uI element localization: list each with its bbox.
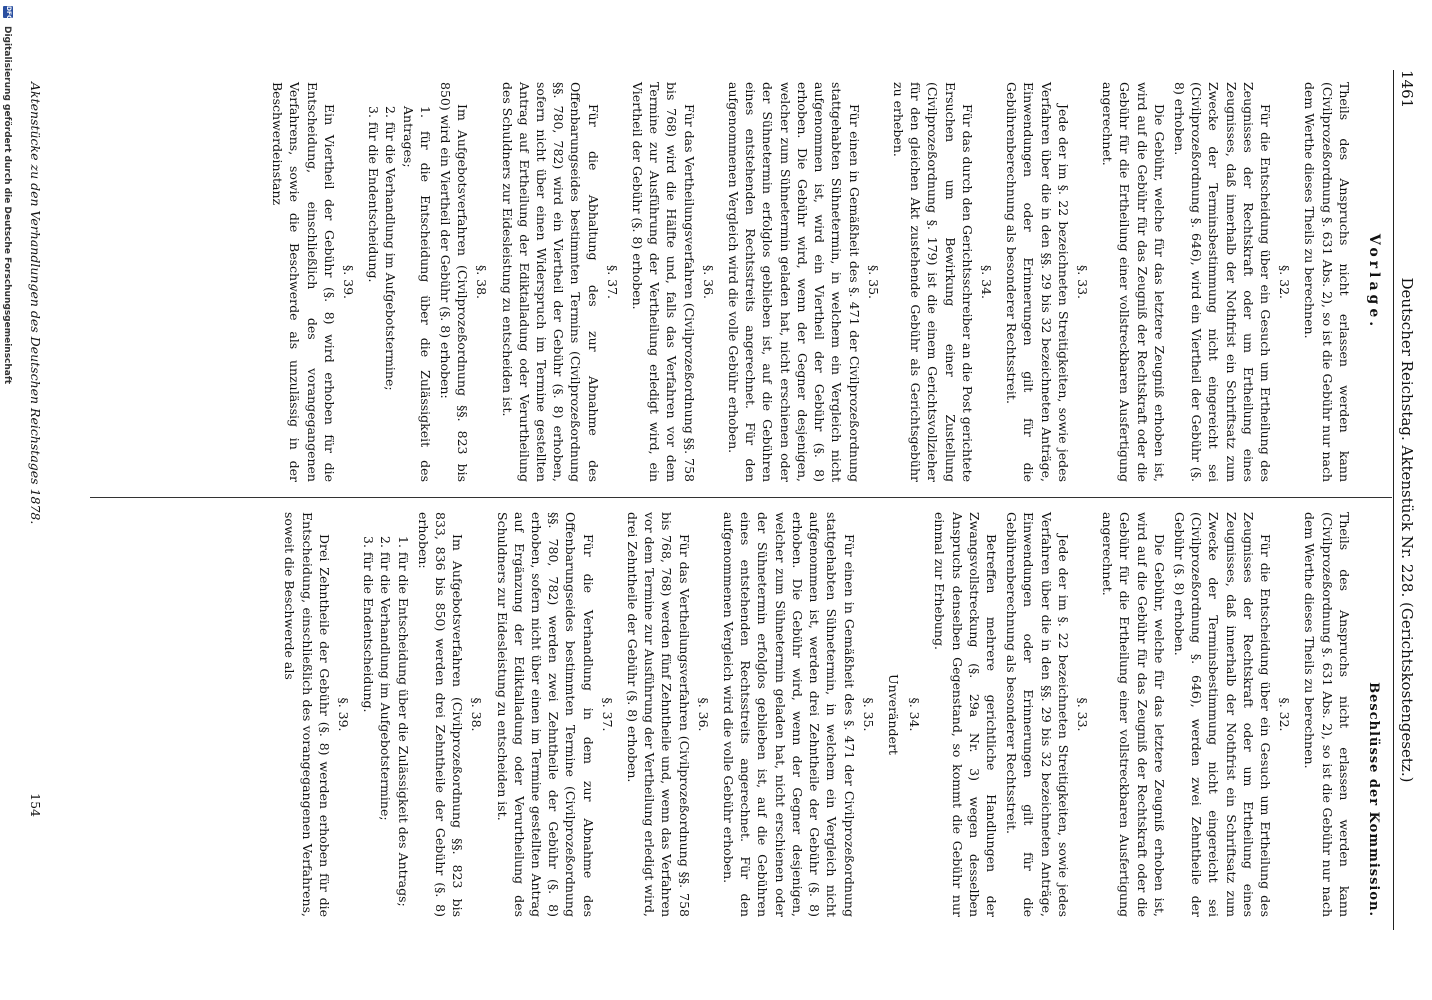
section-number: §. 35. [860,697,876,732]
column-divider [90,497,1392,498]
section-block [1099,512,1293,917]
left-column-heading: Vorlage. [1366,233,1382,331]
section-number: §. 33. [1074,264,1090,300]
section-block [1003,82,1091,482]
page-footer [28,82,43,917]
list-item: 2. für die Verhandlung im Aufgebotstermine; [378,536,394,821]
section-block [885,512,923,917]
section-number: §. 35. [865,264,881,300]
section-paragraph: Für das durch den Gerichtsschreiber an die Post gerichtete Ersuchen um Bewirkung einer Zustellung (Civilprozeßordnung §. 179) ist die einem Gerichtsvollzieher für den gleichen Akt zustehende Gebühr als Gerichtsgebühr zu erheben. [890,82,975,482]
section-block [629,82,717,482]
list-item: 3. für die Endentscheidung. [366,106,382,283]
section-number: §. 39. [341,264,357,300]
section-block [720,512,877,917]
section-paragraph: Die Gebühr, welche für das letztere Zeugniß erhoben ist, wird auf die Gebühr für das Zeugniß der Rechtskraft oder die Gebühr für die Ertheilung einer vollstreckbaren Ausfertigung angerechnet. [1100,82,1167,482]
section-number: §. 38. [469,697,485,732]
footer-page-number: 154 [28,793,43,817]
digitization-stamp-text: Digitalisierung gefördert durch die Deutsche Forschungsgemeinschaft [2,26,12,385]
header-rule [1393,70,1394,930]
footer-source: Aktenstücke zu den Verhandlungen des Deutschen Reichstages 1878. [28,82,43,525]
section-paragraph: Jede der im §. 22 bezeichneten Streitigkeiten, sowie jedes Verfahren über die in den §§. 29 bis 32 bezeichneten Anträge, Einwendungen oder Erinnerungen gilt für die Gebührenberechnung als besonderer Rechtsstreit. [1004,512,1071,917]
section-block [890,82,995,482]
digitization-stamp [0,6,22,994]
section-paragraph: Für die Entscheidung über ein Gesuch um Ertheilung des Zeugnisses der Rechtskraft oder um Ertheilung eines Zeugnisses, daß innerhalb der Nothfrist ein Schriftsatz zum Zwecke der Terminsbestimmung nicht eingereicht sei (Civilprozeßordnung §. 646), werden zwei Zehntheile der Gebühr (§. 8) erhoben. [1171,512,1273,917]
unchanged-note: Unverändert [885,674,901,755]
section-block [493,512,615,917]
section-paragraph: Ein Viertheil der Gebühr (§. 8) wird erhoben für die Entscheidung, einschließlich des vorangegangenen Verfahrens, sowie die Beschwerde als unzulässig in der Beschwerdeinstanz [270,82,337,482]
enumerated-list [360,536,412,917]
section-number: §. 37. [604,264,620,300]
section-number: §. 33. [1074,697,1090,732]
section-number: §. 39. [336,697,352,732]
section-number: §. 32. [1277,264,1293,300]
section-block [269,82,357,482]
section-number: §. 37. [599,697,615,732]
left-continuation-text: Theils des Anspruchs nicht erlassen werden kann (Civilprozeßordnung §. 631 Abs. 2), so ist die Gebühr nur nach dem Werthe dieses Theils zu berechnen. [1302,82,1352,482]
section-paragraph: Für die Verhandlung in dem zur Abnahme des Offenbarungseides bestimmten Termine (Civilprozeßordnung §§. 780, 782) werden zwei Zehntheile der Gebühr (§. 8) erhoben, sofern nicht über einen im Termine gestellten Antrag auf Ergänzung der Ediktalladung oder Verurtheilung des Schuldners zur Eidesleistung zu entscheiden ist. [494,512,596,917]
section-number: §. 36. [695,697,711,732]
list-item: 1. für die Entscheidung über die Zulässigkeit des Antrags; [395,536,411,907]
section-block [725,82,882,482]
section-block [624,512,712,917]
section-number: §. 34. [907,697,923,732]
section-number: §. 38. [474,264,490,300]
section-number: §. 36. [700,264,716,300]
section-paragraph: Drei Zehntheile der Gebühr (§. 8) werden erhoben für die Entscheidung, einschließlich des vorangegangenen Verfahrens, soweit die Beschwerde als [282,512,332,917]
section-paragraph: Die Gebühr, welche für das letztere Zeugniß erhoben ist, wird auf die Gebühr für das Zeugniß der Rechtskraft oder die Gebühr für die Ertheilung einer vollstreckbaren Ausfertigung angerechnet. [1100,512,1167,917]
section-block [1099,82,1293,482]
section-block [281,512,352,917]
section-block [498,82,620,482]
section-paragraph: Für das Vertheilungsverfahren (Civilprozeßordnung §§. 758 bis 768) wird die Hälfte und, falls das Verfahren vor dem Termine zur Ausführung der Vertheilung erledigt wird, ein Viertheil der Gebühr (§. 8) erhoben. [630,82,697,482]
section-paragraph: Betreffen mehrere gerichtliche Handlungen der Zwangsvollstreckung (§. 29a Nr. 3) wegen desselben Anspruchs denselben Gegenstand, so kommt die Gebühr nur einmal zur Erhebung. [932,512,999,917]
list-item: 1. für die Entscheidung über die Zulässigkeit des Antrages; [400,106,433,482]
right-column-kommission [70,512,1392,917]
header-page-number: 1461 [1398,70,1416,109]
section-paragraph: Für die Entscheidung über ein Gesuch um Ertheilung des Zeugnisses der Rechtskraft oder um Ertheilung eines Zeugnisses, daß innerhalb der Nothfrist ein Schriftsatz zum Zwecke der Terminsbestimmung nicht eingereicht sei (Civilprozeßordnung §. 646), wird ein Viertheil der Gebühr (§. 8) erhoben. [1171,82,1273,482]
right-column-heading: Beschlüsse der Kommission. [1366,682,1381,917]
section-paragraph: Im Aufgebotsverfahren (Civilprozeßordnung §§. 823 bis 833, 836 bis 850) werden drei Zehntheile der Gebühr (§. 8) erhoben: [415,512,466,917]
section-paragraph: Im Aufgebotsverfahren (Civilprozeßordnung §§. 823 bis 850) wird ein Viertheil der Gebühr (§. 8) erhoben: [438,82,471,482]
right-continuation-text: Theils des Anspruchs nicht erlassen werden kann (Civilprozeßordnung §. 631 Abs. 2), so ist die Gebühr nur nach dem Werthe dieses Theils zu berechnen. [1302,512,1352,917]
section-paragraph: Für einen in Gemäßheit des §. 471 der Civilprozeßordnung stattgehabten Sühnetermin, in welchem ein Vergleich nicht aufgenommen ist, wird ein Viertheil der Gebühr (§. 8) erhoben. Die Gebühr wird, wenn der Gegner desjenigen, welcher zum Sühnetermin geladen hat, nicht erschienen oder der Sühnetermin erfolglos geblieben ist, auf die Gebühren eines entstehenden Rechtsstreits angerechnet. Für den aufgenommenen Vergleich wird die volle Gebühr erhoben. [726,82,862,482]
section-number: §. 34. [978,264,994,300]
section-block [365,82,490,482]
left-sections [269,82,1293,482]
section-paragraph: Jede der im §. 22 bezeichneten Streitigkeiten, sowie jedes Verfahren über die in den §§. 29 bis 32 bezeichneten Anträge, Einwendungen oder Erinnerungen gilt für die Gebührenberechnung als besonderer Rechtsstreit. [1004,82,1071,482]
section-block [931,512,1091,917]
left-column-vorlage [70,82,1392,482]
section-block [360,512,485,917]
enumerated-list [365,106,434,482]
header-title: Deutscher Reichstag. Aktenstück Nr. 228. (Gerichtskostengesetz.) [1398,277,1416,783]
dfg-logo-icon: DFG [5,6,12,21]
section-paragraph: Für einen in Gemäßheit des §. 471 der Civilprozeßordnung stattgehabten Sühnetermin, in welchem ein Vergleich nicht aufgenommen ist, werden drei Zehntheile der Gebühr (§. 8) erhoben. Die Gebühr wird, wenn der Gegner desjenigen, welcher zum Sühnetermin geladen hat, nicht erschienen oder der Sühnetermin erfolglos geblieben ist, auf die Gebühren eines entstehenden Rechtsstreits angerechnet. Für den aufgenommenen Vergleich wird die volle Gebühr erhoben. [721,512,857,917]
list-item: 2. für die Verhandlung im Aufgebotstermine; [383,106,399,391]
list-item: 3. für die Endentscheidung. [361,536,377,713]
section-number: §. 32. [1277,697,1293,732]
section-paragraph: Für das Vertheilungsverfahren (Civilprozeßordnung §§. 758 bis 768, 768) werden fünf Zehntheile und, wenn das Verfahren vor dem Termine zur Ausführung der Vertheilung erledigt wird, drei Zehntheile der Gebühr (§. 8) erhoben. [625,512,692,917]
right-sections [281,512,1293,917]
section-paragraph: Für die Abhaltung des zur Abnahme des Offenbarungseides bestimmten Termins (Civilprozeßordnung §§. 780, 782) wird ein Viertheil der Gebühr (§. 8) erhoben, sofern nicht über einen Widerspruch im Termine gestellten Antrag auf Ertheilung der Ediktalladung oder Verurtheilung des Schuldners zur Eidesleistung zu entscheiden ist. [499,82,601,482]
